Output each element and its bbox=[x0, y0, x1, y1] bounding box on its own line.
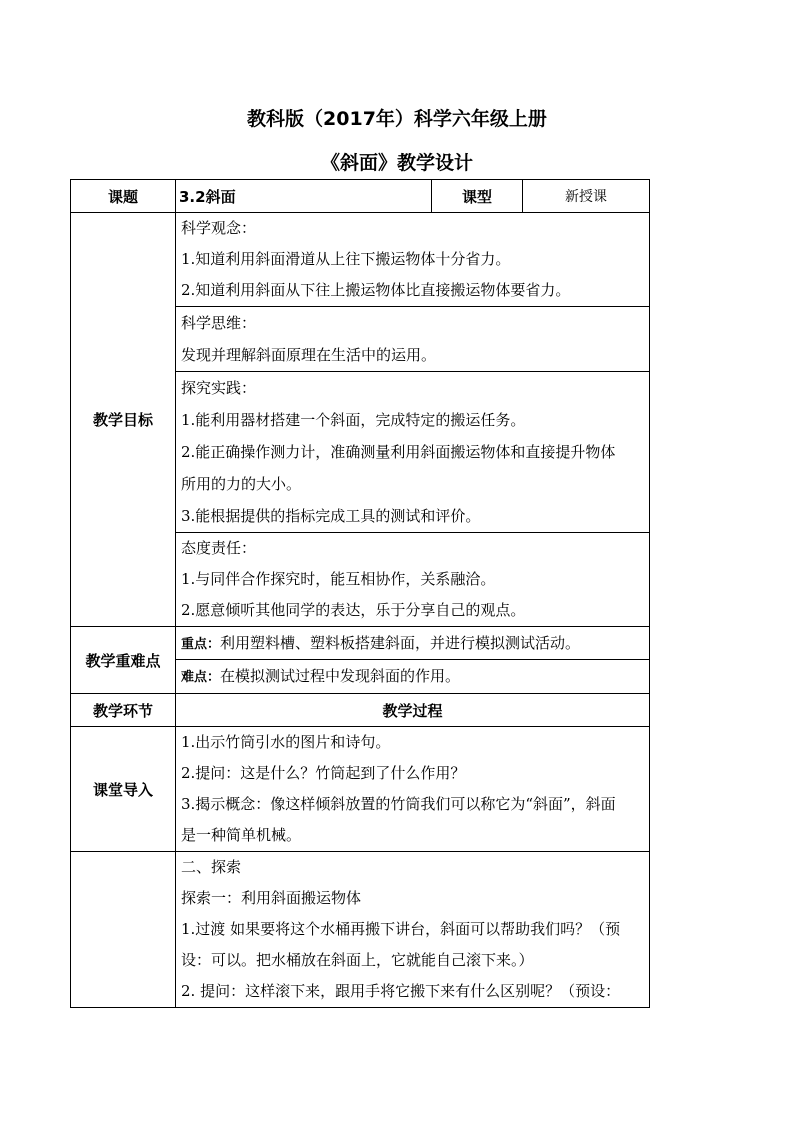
difficulty-tag: 难点： bbox=[181, 670, 221, 685]
objectives-section-2 bbox=[176, 307, 650, 372]
process-header-row bbox=[71, 694, 650, 727]
objective-line: 1.与同伴合作探究时，能互相协作，关系融洽。 bbox=[181, 570, 496, 588]
difficulty-text: 在模拟测试过程中发现斜面的作用。 bbox=[220, 667, 461, 685]
explore-line: 二、探索 bbox=[181, 858, 242, 876]
explore-line: 设：可以。把水桶放在斜面上，它就能自己滚下来。） bbox=[181, 951, 534, 969]
objectives-label: 教学目标 bbox=[71, 213, 176, 627]
intro-line: 3.揭示概念：像这样倾斜放置的竹筒我们可以称它为“斜面”，斜面 bbox=[181, 795, 616, 813]
explore-row bbox=[71, 852, 650, 1008]
objective-line: 1.知道利用斜面滑道从上往下搬运物体十分省力。 bbox=[181, 250, 511, 268]
objective-line: 2.愿意倾听其他同学的表达，乐于分享自己的观点。 bbox=[181, 601, 526, 619]
difficulty-cell bbox=[176, 660, 650, 694]
objective-line: 1.能利用器材搭建一个斜面，完成特定的搬运任务。 bbox=[181, 411, 526, 429]
objective-line: 2.知道利用斜面从下往上搬运物体比直接搬运物体要省力。 bbox=[181, 281, 571, 299]
key-points-row-1 bbox=[71, 627, 650, 660]
objective-line: 发现并理解斜面原理在生活中的运用。 bbox=[181, 346, 437, 364]
objectives-row-1 bbox=[71, 213, 650, 307]
key-point-cell bbox=[176, 627, 650, 660]
explore-content bbox=[176, 852, 650, 1008]
objectives-section-1 bbox=[176, 213, 650, 307]
header-row bbox=[71, 180, 650, 213]
lesson-plan-table bbox=[70, 179, 650, 1008]
topic-value: 3.2斜面 bbox=[176, 180, 432, 213]
intro-row bbox=[71, 727, 650, 852]
objective-line: 所用的力的大小。 bbox=[181, 475, 302, 493]
objective-line: 探究实践： bbox=[181, 379, 257, 397]
key-points-label: 教学重难点 bbox=[71, 627, 176, 694]
document-title: 教科版（2017年）科学六年级上册 bbox=[247, 108, 547, 130]
intro-line: 2.提问：这是什么？竹筒起到了什么作用？ bbox=[181, 764, 466, 782]
objective-line: 科学观念： bbox=[181, 219, 257, 237]
process-stage-label: 教学环节 bbox=[71, 694, 176, 727]
explore-label bbox=[71, 852, 176, 1008]
objective-line: 科学思维： bbox=[181, 314, 257, 332]
objective-line: 3.能根据提供的指标完成工具的测试和评价。 bbox=[181, 507, 481, 525]
explore-line: 探索一：利用斜面搬运物体 bbox=[181, 889, 362, 907]
process-title: 教学过程 bbox=[176, 694, 650, 727]
explore-line: 2. 提问：这样滚下来，跟用手将它搬下来有什么区别呢？（预设： bbox=[181, 982, 621, 1000]
document-subtitle: 《斜面》教学设计 bbox=[320, 152, 473, 174]
objective-line: 态度责任： bbox=[181, 539, 257, 557]
intro-line: 是一种简单机械。 bbox=[181, 826, 302, 844]
type-value: 新授课 bbox=[523, 180, 650, 213]
type-label: 课型 bbox=[432, 180, 523, 213]
difficulty-line bbox=[176, 661, 649, 692]
intro-line: 1.出示竹筒引水的图片和诗句。 bbox=[181, 733, 391, 751]
key-point-line bbox=[176, 628, 649, 659]
intro-label: 课堂导入 bbox=[71, 727, 176, 852]
key-point-tag: 重点： bbox=[181, 636, 221, 652]
explore-line: 1.过渡 如果要将这个水桶再搬下讲台，斜面可以帮助我们吗？（预 bbox=[181, 920, 621, 938]
key-point-text: 利用塑料槽、塑料板搭建斜面，并进行模拟测试活动。 bbox=[220, 633, 581, 652]
objective-line: 2.能正确操作测力计，准确测量利用斜面搬运物体和直接提升物体 bbox=[181, 443, 616, 461]
objectives-section-4 bbox=[176, 533, 650, 627]
topic-label: 课题 bbox=[71, 180, 176, 213]
objectives-section-3 bbox=[176, 372, 650, 533]
intro-content bbox=[176, 727, 650, 852]
